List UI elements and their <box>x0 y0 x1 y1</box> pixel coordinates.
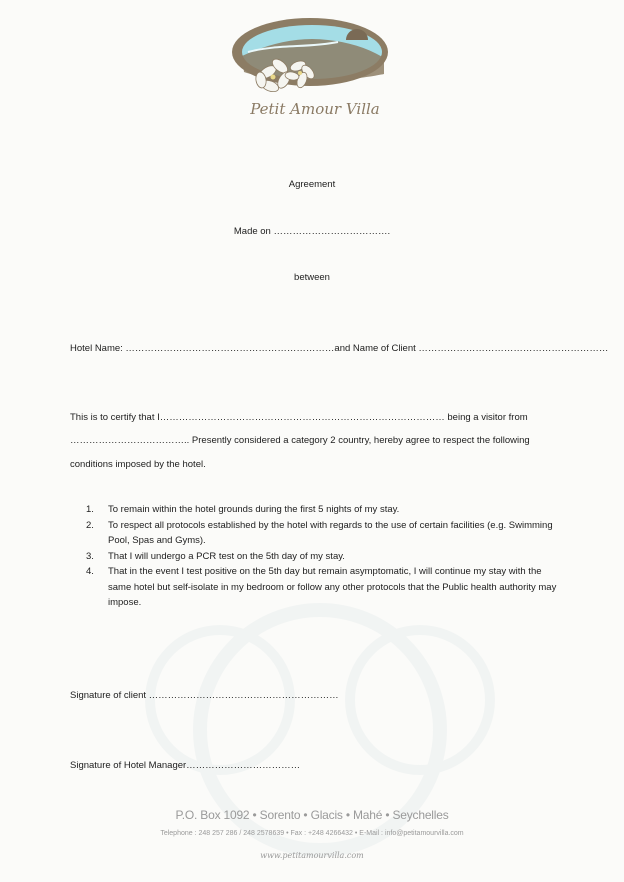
document-title: Agreement <box>288 179 336 190</box>
certify-line-2: ……………………………….. Presently considered a category 2 country, hereby agree to respect the following <box>70 435 530 446</box>
certify-line-3: conditions imposed by the hotel. <box>70 459 206 470</box>
footer-address: P.O. Box 1092 • Sorento • Glacis • Mahé • Seychelles <box>175 808 449 822</box>
certify-line-1: This is to certify that I……………………………………………………………………………… being a visitor from <box>70 412 528 423</box>
villa-logo <box>228 14 392 114</box>
conditions-list <box>86 502 566 611</box>
list-item: 2. To respect all protocols established by the hotel with regards to the use of certain facilities (e.g. Swimming Pool, Spas and Gyms). <box>86 519 553 546</box>
footer-website: www.petitamourvilla.com <box>260 851 364 860</box>
list-item: 1. To remain within the hotel grounds during the first 5 nights of my stay. <box>86 504 400 515</box>
brand-name: Petit Amour Villa <box>250 100 380 118</box>
signature-manager-line: Signature of Hotel Manager……………………………… <box>70 760 301 771</box>
footer-contact: Telephone : 248 257 286 / 248 2578639 • Fax : +248 4266432 • E-Mail : info@petitamourvilla.com <box>160 830 464 837</box>
list-item: 4. That in the event I test positive on the 5th day but remain asymptomatic, I will continue my stay with the same hotel but self-isolate in my bedroom or follow any other protocols that the Public health authority may impose. <box>86 566 557 608</box>
list-item: 3. That I will undergo a PCR test on the 5th day of my stay. <box>86 550 345 562</box>
made-on-line: Made on ………………………………. <box>233 226 391 237</box>
between-line: between <box>294 272 330 283</box>
hotel-client-line: Hotel Name: …………………………………………………………and Name of Client …………………………………………………… <box>70 343 609 354</box>
signature-client-line: Signature of client …………………………………………………… <box>70 690 339 701</box>
